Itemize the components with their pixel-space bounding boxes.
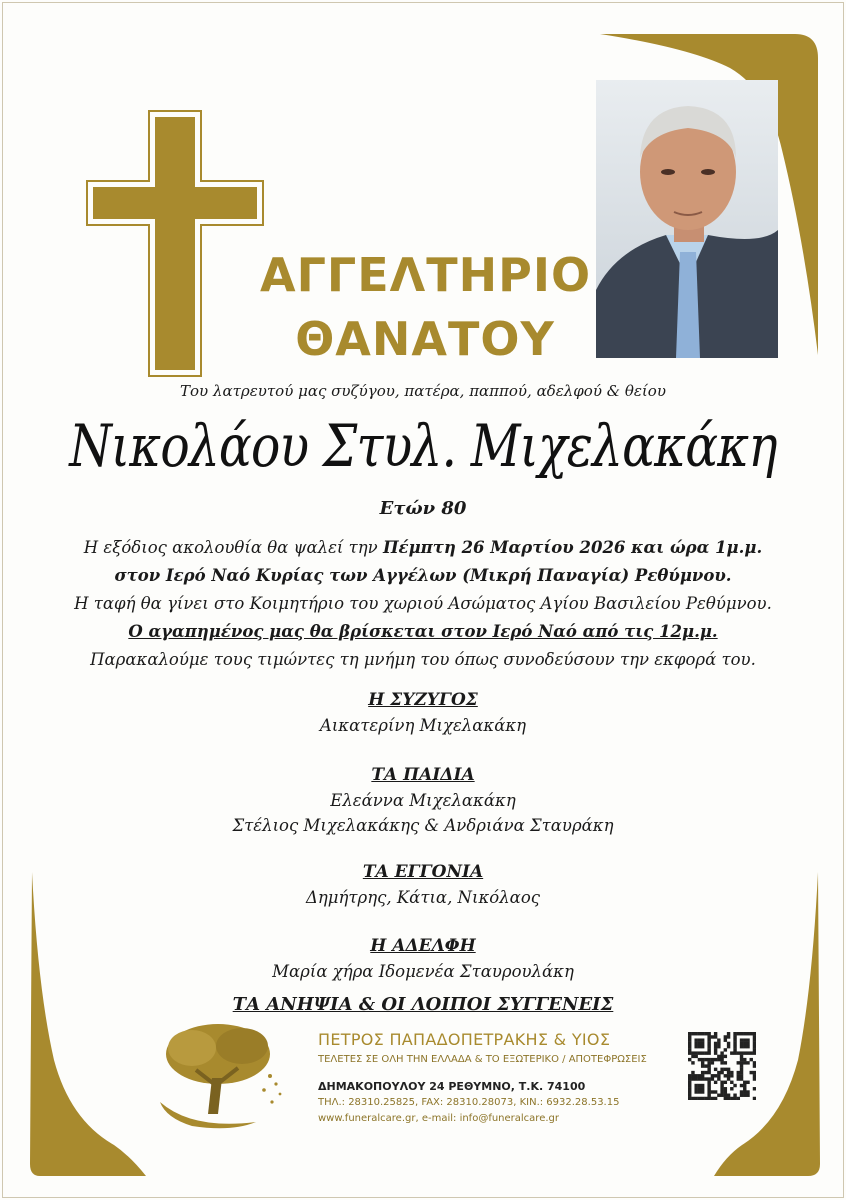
cross-icon xyxy=(86,110,266,378)
service-line-text: Η εξόδιος ακολουθία θα ψαλεί την xyxy=(83,538,383,557)
burial-line: Η ταφή θα γίνει στο Κοιμητήριο του χωριού Ασώματος Αγίου Βασιλείου Ρεθύμνου. xyxy=(74,594,772,613)
deceased-name: Νικολάου Στυλ. Μιχελακάκη xyxy=(69,412,777,480)
service-date: Πέμπτη 26 Μαρτίου 2026 και ώρα 1μ.μ. xyxy=(382,538,763,557)
request-line: Παρακαλούμε τους τιμώντες τη μνήμη του όπως συνοδεύσουν την εκφορά του. xyxy=(90,650,756,669)
section-heading-children: ΤΑ ΠΑΙΔΙΑ xyxy=(371,765,475,785)
service-line xyxy=(0,538,846,557)
corner-ornament-bottom-right xyxy=(712,870,832,1180)
section-line-children-2: Στέλιος Μιχελακάκης & Ανδριάνα Σταυράκη xyxy=(232,816,614,835)
section-heading-sister: Η ΑΔΕΛΦΗ xyxy=(370,936,476,956)
funeral-home-name: ΠΕΤΡΟΣ ΠΑΠΑΔΟΠΕΤΡΑΚΗΣ & ΥΙΟΣ xyxy=(318,1030,611,1049)
corner-ornament-bottom-left xyxy=(18,870,148,1180)
tree-logo-icon xyxy=(152,1018,292,1134)
qr-code-icon xyxy=(688,1032,756,1100)
section-heading-grandchildren: ΤΑ ΕΓΓΟΝΙΑ xyxy=(362,862,484,882)
portrait-photo xyxy=(596,80,778,358)
funeral-home-address: ΔΗΜΑΚΟΠΟΥΛΟΥ 24 ΡΕΘΥΜΝΟ, Τ.Κ. 74100 xyxy=(318,1080,586,1093)
title-line-1: ΑΓΓΕΛΤΗΡΙΟ xyxy=(260,248,592,302)
viewing-line: Ο αγαπημένος μας θα βρίσκεται στον Ιερό Ναό από τις 12μ.μ. xyxy=(128,622,718,641)
church-line: στον Ιερό Ναό Κυρίας των Αγγέλων (Μικρή Παναγία) Ρεθύμνου. xyxy=(114,566,732,585)
funeral-home-subtitle: ΤΕΛΕΤΕΣ ΣΕ ΟΛΗ ΤΗΝ ΕΛΛΑΔΑ & ΤΟ ΕΞΩΤΕΡΙΚΟ / ΑΠΟΤΕΦΡΩΣΕΙΣ xyxy=(318,1054,647,1065)
relatives-line: ΤΑ ΑΝΗΨΙΑ & ΟΙ ΛΟΙΠΟΙ ΣΥΓΓΕΝΕΙΣ xyxy=(232,994,614,1015)
section-line-children-1: Ελεάννα Μιχελακάκη xyxy=(330,791,516,810)
section-line-grandchildren: Δημήτρης, Κάτια, Νικόλαος xyxy=(306,888,540,907)
funeral-home-web: www.funeralcare.gr, e-mail: info@funeralcare.gr xyxy=(318,1113,559,1124)
section-heading-spouse: Η ΣΥΖΥΓΟΣ xyxy=(368,690,478,710)
intro-text: Του λατρευτού μας συζύγου, πατέρα, παππού, αδελφού & θείου xyxy=(180,382,666,400)
section-line-sister: Μαρία χήρα Ιδομενέα Σταυρουλάκη xyxy=(272,962,574,981)
deceased-age: Ετών 80 xyxy=(379,498,467,519)
section-line-spouse: Αικατερίνη Μιχελακάκη xyxy=(319,716,527,735)
funeral-home-phones: ΤΗΛ.: 28310.25825, FAX: 28310.28073, ΚΙΝ.: 6932.28.53.15 xyxy=(318,1097,620,1108)
title-line-2: ΘΑΝΑΤΟΥ xyxy=(295,312,555,366)
